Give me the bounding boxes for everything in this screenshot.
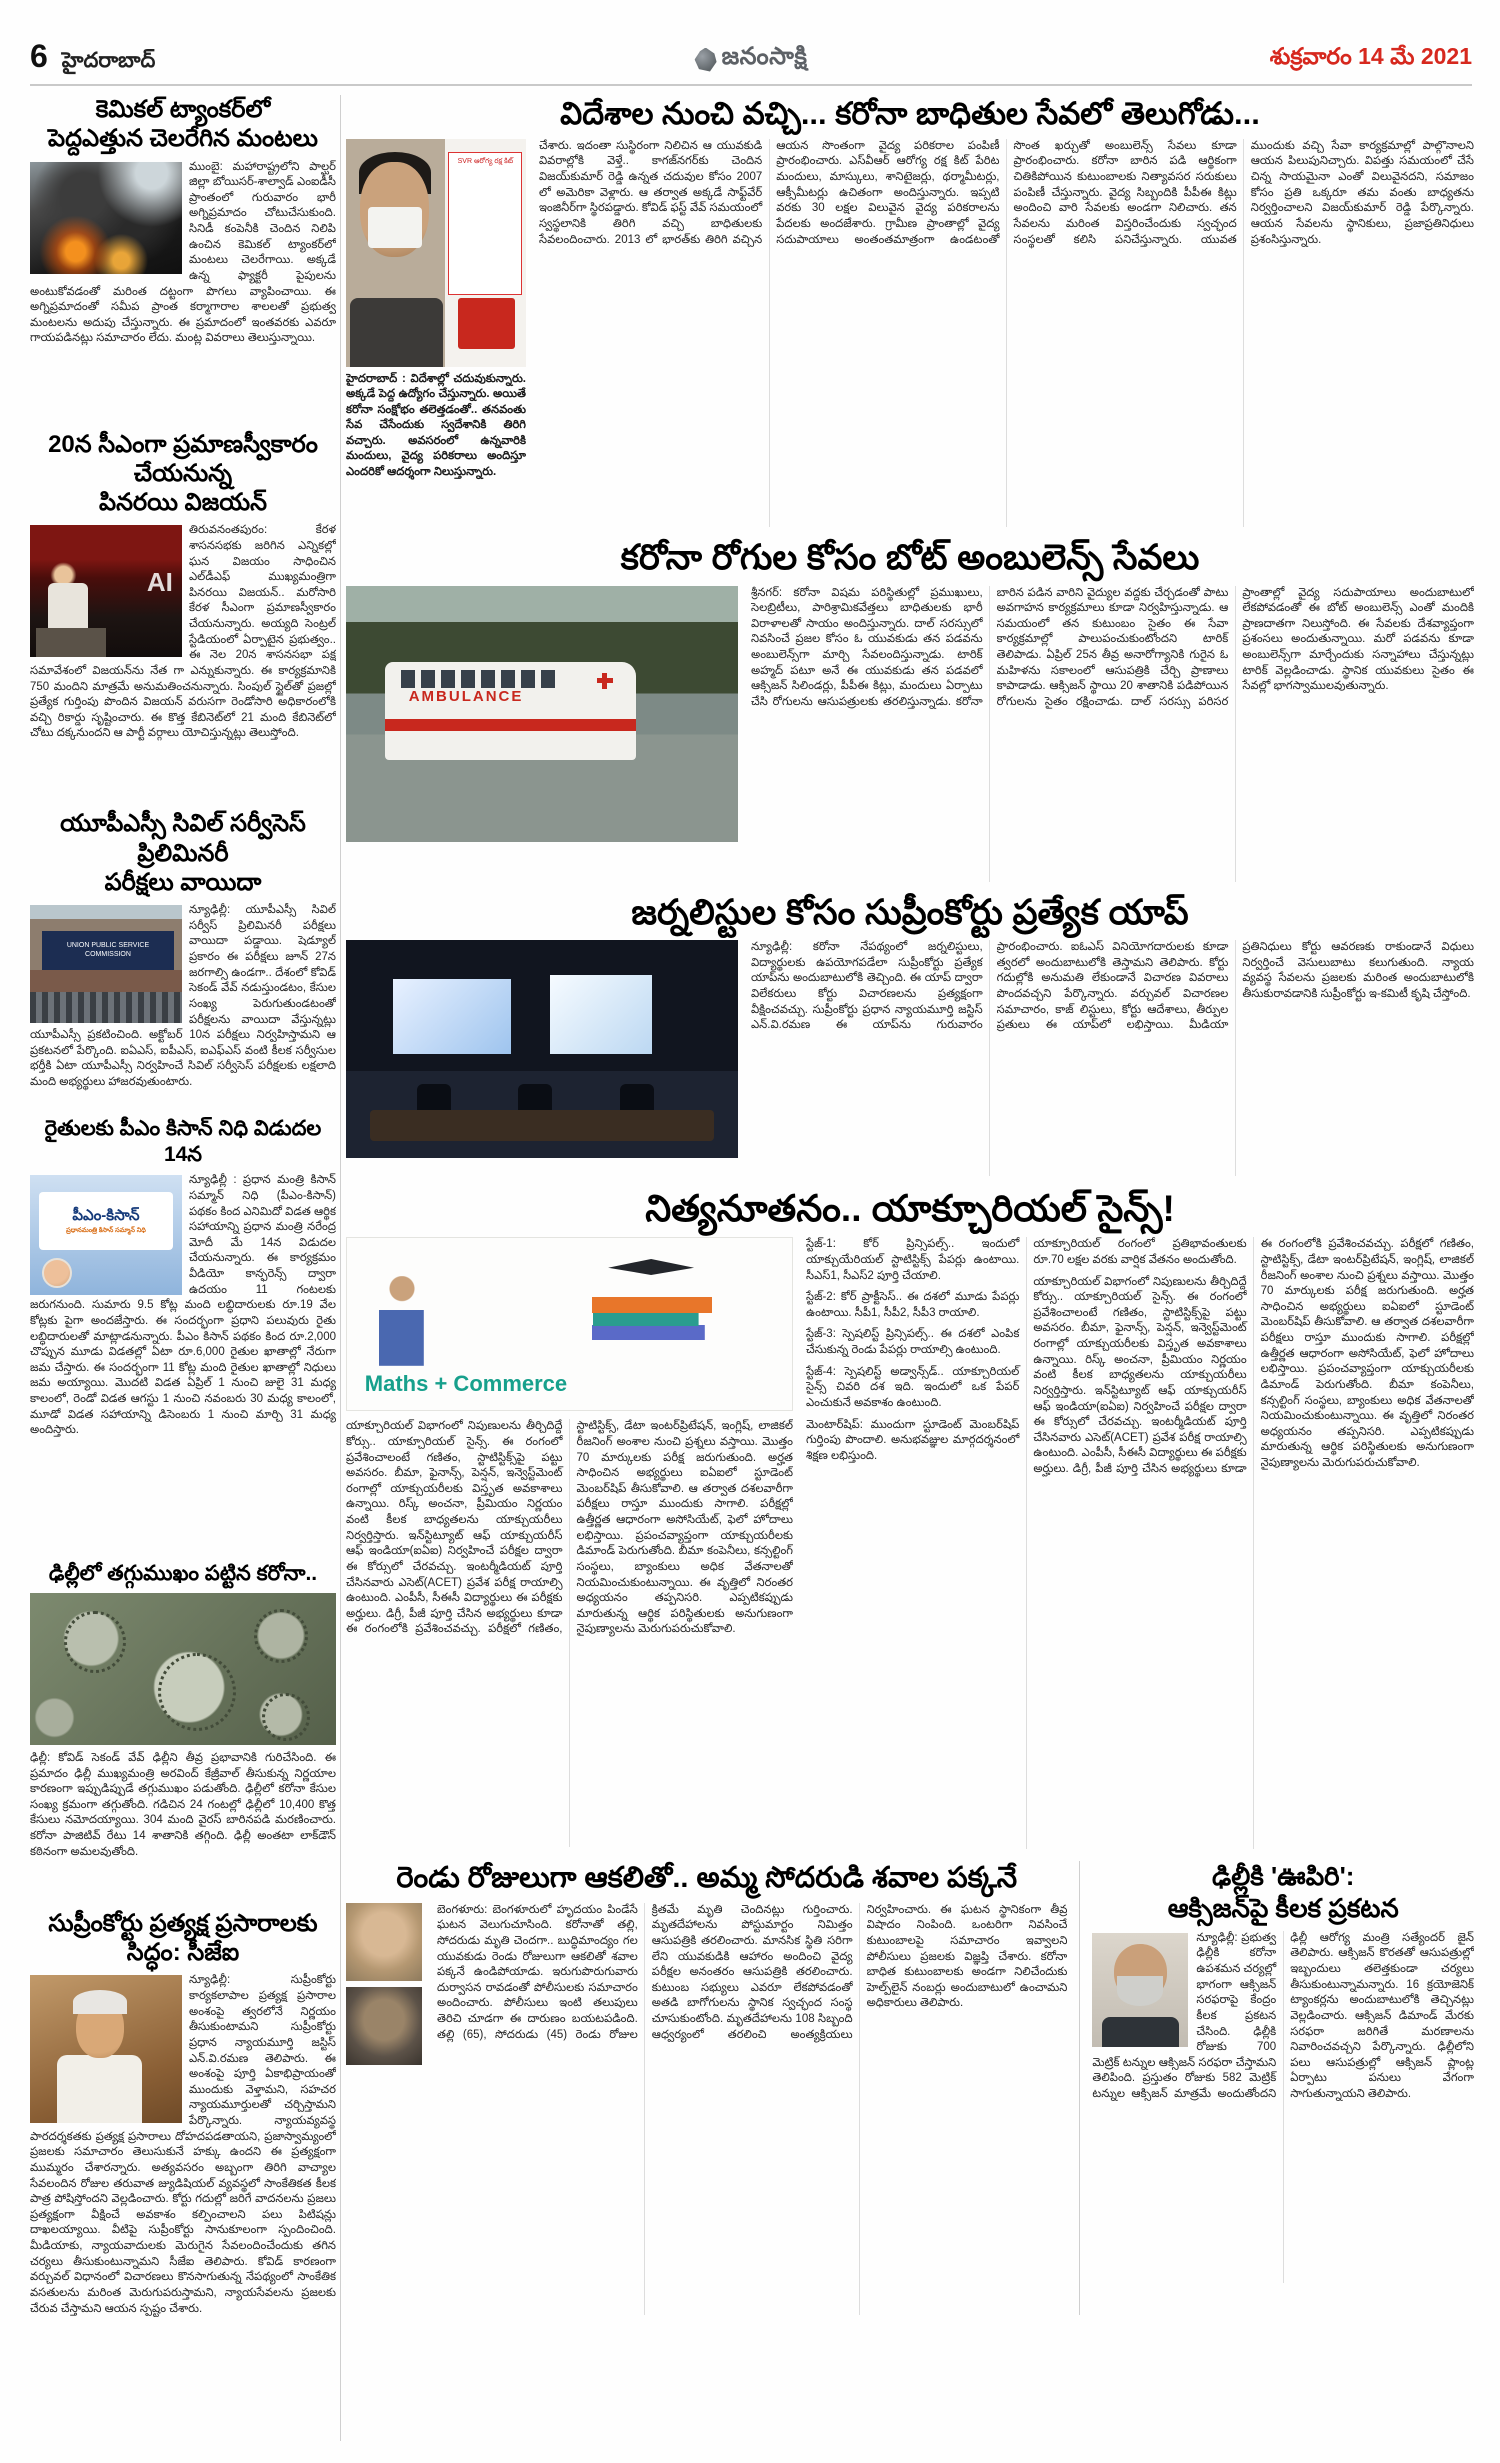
face-mask-shape <box>368 207 422 248</box>
article-vijayan <box>30 430 336 802</box>
chemical-headline: కెమికల్ ట్యాంకర్‌లో పెద్దఎత్తున చెలరేగిన మంటలు <box>48 96 318 153</box>
virus-particle <box>262 1693 310 1741</box>
nri-torso-shape <box>350 298 444 366</box>
maths-commerce-illustration <box>346 1237 793 1411</box>
boat-red-stripe <box>385 719 636 732</box>
masthead-title: జనంసాక్షి <box>721 43 808 70</box>
cji-hair-shape <box>73 1990 128 2014</box>
ambulance-label: AMBULANCE <box>408 687 524 705</box>
vijayan-photo <box>30 525 182 657</box>
victim-photos <box>346 1903 424 2315</box>
left-column <box>30 95 336 2463</box>
actuarial-stage: స్టేజ్-2: కోర్ ప్రాక్టీసెస్.. ఈ దశలో మూడు పేపర్లు ఉంటాయి. సీపీ1, సీపీ2, సీపీ3 రాయాలి. <box>806 1291 1020 1319</box>
page-number: 6 <box>30 38 48 74</box>
minister-beard-shape <box>1117 1976 1163 2006</box>
nri-body: చేశారు. ఇదంతా సుస్థిరంగా నిలిచిన ఆ యువకుడి వివరాల్లోకి వెళ్తే.. కాగజ్‌నగర్‌కు చెందిన విజయ్‌కుమార్ రెడ్డి ఉన్నత చదువుల కోసం 2007 లో అమెరికా వెళ్లారు. ఆ తర్వాత అక్కడే సాఫ్ట్‌వేర్ ఇంజినీర్‌గా స్థిరపడ్డారు. కోవిడ్ ఫస్ట్ వేవ్ సమయంలో స్వస్థలానికి తిరిగి వచ్చి బాధితులకు సేవలందించారు. 2013 లో భారత్‌కు తిరిగి వచ్చిన ఆయన సొంతంగా వైద్య పరికరాల పంపిణీ ప్రారంభించారు. ఎస్‌వీఆర్ ఆరోగ్య రక్ష కిట్ పేరిట మందులు, మాస్కులు, శానిటైజర్లు, థర్మామీటర్లు, ఆక్సీమీటర్లు ఉచితంగా అందిస్తున్నారు. ఇప్పటి వరకు 30 లక్షల విలువైన వైద్య పరికరాలను పేదలకు అందజేశారు. గ్రామీణ ప్రాంతాల్లో వైద్య సదుపాయాలు అంతంతమాత్రంగా ఉండటంతో సొంత ఖర్చుతో అంబులెన్స్ సేవలు కూడా ప్రారంభించారు. కరోనా బారిన పడి ఆర్థికంగా చితికిపోయిన కుటుంబాలకు నిత్యావసర సరుకులు పంపిణీ చేస్తున్నారు. వైద్య సిబ్బందికి పీపీఈ కిట్లు అందించి వారి సేవలకు అండగా నిలిచారు. తన సేవలను మరింత విస్తరించేందుకు స్వచ్ఛంద సంస్థలతో కలిసి పనిచేస్తున్నారు. యువత ముందుకు వచ్చి సేవా కార్యక్రమాల్లో పాల్గొనాలని ఆయన పిలుపునిచ్చారు. విపత్తు సమయంలో చేసే చిన్న సాయమైనా ఎంతో విలువైనదని, సమాజం కోసం ప్రతి ఒక్కరూ తమ వంతు బాధ్యతను నిర్వర్తించాలని విజయ్‌కుమార్ రెడ్డి పేర్కొన్నారు. ఆయన సేవలను స్థానికులు, ప్రజాప్రతినిధులు ప్రశంసిస్తున్నారు. <box>539 139 1474 246</box>
backdrop-letters: AI <box>146 566 173 597</box>
minister-coat-shape <box>1102 2017 1179 2047</box>
article-cji <box>30 1909 336 2463</box>
red-cross-icon <box>597 673 613 689</box>
upsc-body: న్యూఢిల్లీ: యూపీఎస్సీ సివిల్ సర్వీస్ ప్రిలిమినరీ పరీక్షలు వాయిదా పడ్డాయి. షెడ్యూల్ ప్రకారం ఈ పరీక్షలు జూన్ 27న జరగాల్సి ఉండగా.. దేశంలో కోవిడ్ సెకండ్ వేవ్ నడుస్తుండటం, కేసుల సంఖ్య పెరుగుతుండటంతో పరీక్షలను వాయిదా వేస్తున్నట్లు యూపీఎస్సీ ప్రకటించింది. అక్టోబర్ 10న పరీక్షలు నిర్వహిస్తామని ఆ ప్రకటనలో పేర్కొంది. ఐఏఎస్, ఐపీఎస్, ఐఎఫ్ఎస్ వంటి కీలక సర్వీసుల భర్తీకి ఏటా యూపీఎస్సీ నిర్వహించే సివిల్ సర్వీసెస్ పరీక్షలకు లక్షలాది మంది అభ్యర్థులు హాజరవుతుంటారు. <box>30 904 336 1088</box>
screen-shape <box>393 979 511 1053</box>
article-pmkisan <box>30 1116 336 1553</box>
upsc-sign-board: UNION PUBLIC SERVICE COMMISSION <box>42 931 174 970</box>
actuarial-stage: మెంటార్‌షిప్: ముందుగా స్టూడెంట్ మెంబర్‌షిప్ గుర్తింపు పొందాలి. అనుభవజ్ఞుల మార్గదర్శనంలో శిక్షణ లభిస్తుంది. <box>806 1418 1020 1462</box>
cji-body: న్యూఢిల్లీ: సుప్రీంకోర్టు కార్యకలాపాల ప్రత్యక్ష ప్రసారాల అంశంపై త్వరలోనే నిర్ణయం తీసుకుంటామని సుప్రీంకోర్టు ప్రధాన న్యాయమూర్తి జస్టిస్ ఎన్.వి.రమణ తెలిపారు. ఈ అంశంపై పూర్తి ఏకాభిప్రాయంతో ముందుకు వెళ్తామని, సహచర న్యాయమూర్తులతో చర్చిస్తామని పేర్కొన్నారు. న్యాయవ్యవస్థ పారదర్శకతకు ప్రత్యక్ష ప్రసారాలు దోహదపడతాయని, ప్రజాస్వామ్యంలో ప్రజలకు సమాచారం తెలుసుకునే హక్కు ఉందని ఈ ప్రత్యక్షంగా ముమ్మరం చేశారన్నారు. అత్యవసరం అబ్బంగా తిరిగి వాచ్యాల సేవలందిన రోజుల తరువాత జ్యుడిషియల్ వ్యవస్థలో సాంకేతికత కీలక పాత్ర పోషిస్తోందని వెల్లడించారు. కోర్టు గదుల్లో జరిగే వాదనలను ప్రజలు ప్రత్యక్షంగా వీక్షించే అవకాశం కల్పించాలని పలు పిటిషన్లు దాఖలయ్యాయి. వీటిపై సుప్రీంకోర్టు సానుకూలంగా స్పందించింది. మీడియాకు, న్యాయవాదులకు మెరుగైన సేవలందించేందుకు తగిన చర్యలు తీసుకుంటున్నామని సీజేఐ తెలిపారు. కోవిడ్ కారణంగా వర్చువల్ విధానంలో విచారణలు కొనసాగుతున్న నేపథ్యంలో సాంకేతిక వసతులను మరింత మెరుగుపరుస్తామని, న్యాయసేవలను ప్రజలకు చేరువ చేస్తామని ఆయన స్పష్టం చేశారు. <box>30 1974 336 2315</box>
oxygen-headline: ఢిల్లీకి 'ఊపిరి': ఆక్సిజన్‌పై కీలక ప్రకటన <box>1167 1861 1399 1924</box>
edition-label: హైదరాబాద్ <box>61 49 156 72</box>
actuarial-stage: స్టేజ్-4: స్పెషలిస్ట్ అడ్వాన్స్‌డ్.. యాక్చూరియల్ సైన్స్ చివరి దశ ఇది. ఇందులో ఒక పేపర్ ఎంచుకునే అవకాశం ఉంటుంది. <box>806 1365 1020 1409</box>
issue-date: శుక్రవారం 14 మే 2021 <box>1269 43 1472 69</box>
actuarial-body-left: యాక్చూరియల్ విభాగంలో నిపుణులను తీర్చిదిద్దే కోర్సు.. యాక్చూరియల్ సైన్స్. ఈ రంగంలో ప్రవేశించాలంటే గణితం, స్టాటిస్టిక్స్‌పై పట్టు అవసరం. బీమా, ఫైనాన్స్, పెన్షన్, ఇన్వెస్ట్‌మెంట్ రంగాల్లో యాక్చుయరీలకు విస్తృత అవకాశాలు ఉన్నాయి. రిస్క్ అంచనా, ప్రీమియం నిర్ణయం వంటి కీలక బాధ్యతలను యాక్చుయరీలు నిర్వర్తిస్తారు. ఇన్‌స్టిట్యూట్ ఆఫ్ యాక్చుయరీస్ ఆఫ్ ఇండియా(ఐఏఐ) నిర్వహించే పరీక్షల ద్వారా ఈ కోర్సులో చేరవచ్చు. ఇంటర్మీడియట్ పూర్తి చేసినవారు ఎసెట్(ACET) ప్రవేశ పరీక్ష రాయాల్సి ఉంటుంది. ఎంపీసీ, సీఈసీ విద్యార్థులు ఈ పరీక్షకు అర్హులు. డిగ్రీ, పీజీ పూర్తి చేసిన అభ్యర్థులు కూడా ఈ రంగంలోకి ప్రవేశించవచ్చు. పరీక్షలో గణితం, స్టాటిస్టిక్స్, డేటా ఇంటర్‌ప్రిటేషన్, ఇంగ్లిష్, లాజికల్ రీజనింగ్ అంశాల నుంచి ప్రశ్నలు వస్తాయి. మొత్తం 70 మార్కులకు పరీక్ష జరుగుతుంది. అర్హత సాధించిన అభ్యర్థులు ఐఏఐలో స్టూడెంట్ మెంబర్‌షిప్ తీసుకోవాలి. ఆ తర్వాత దశలవారీగా పరీక్షలు రాస్తూ ముందుకు సాగాలి. పరీక్షల్లో ఉత్తీర్ణత ఆధారంగా అసోసియేట్, ఫెలో హోదాలు లభిస్తాయి. ప్రపంచవ్యాప్తంగా యాక్చుయరీలకు డిమాండ్ పెరుగుతోంది. బీమా కంపెనీలు, కన్సల్టింగ్ సంస్థలు, బ్యాంకులు అధిక వేతనాలతో నియమించుకుంటున్నాయి. ఈ వృత్తిలో నిరంతర అధ్యయనం తప్పనిసరి. ఎప్పటికప్పుడు మారుతున్న ఆర్థిక పరిస్థితులకు అనుగుణంగా నైపుణ్యాలను మెరుగుపరుచుకోవాలి. <box>346 1420 793 1636</box>
column-divider-left <box>340 95 341 2441</box>
article-delhi-corona <box>30 1561 336 1901</box>
boat-headline: కరోనా రోగుల కోసం బోట్ అంబులెన్స్ సేవలు <box>620 537 1200 577</box>
boat-body: శ్రీనగర్: కరోనా విషమ పరిస్థితుల్లో ప్రముఖులు, సెలబ్రిటీలు, పారిశ్రామికవేత్తలు బాధితులకు భారీ విరాళాలతో సాయం అందిస్తున్నారు. దాల్ సరస్సులో నివసించే ప్రజల కోసం ఓ యువకుడు తన పడవను అంబులెన్స్‌గా మార్చి సేవలందిస్తున్నాడు. టారిక్ అహ్మద్ పటూ అనే ఈ యువకుడు తన పడవలో ఆక్సిజన్ సిలిండర్లు, పీపీఈ కిట్లు, మందులు ఏర్పాటు చేసి రోగులను ఆసుపత్రులకు తరలిస్తున్నాడు. కరోనా బారిన పడిన వారిని వైద్యుల వద్దకు చేర్చడంతో పాటు అవగాహన కార్యక్రమాలు కూడా నిర్వహిస్తున్నాడు. ఆ సమయంలో తన కుటుంబం సైతం ఈ సేవా కార్యక్రమాల్లో పాలుపంచుకుంటోందని టారిక్ తెలిపాడు. ఏప్రిల్ 25న తీవ్ర అనారోగ్యానికి గురైన ఓ మహిళను సకాలంలో ఆసుపత్రికి చేర్చి ప్రాణాలు కాపాడాడు. ఆక్సిజన్ స్థాయి 20 శాతానికి పడిపోయిన రోగులను సైతం రక్షించాడు. దాల్ సరస్సు పరిసర ప్రాంతాల్లో వైద్య సదుపాయాలు అందుబాటులో లేకపోవడంతో ఈ బోట్ అంబులెన్స్ ఎంతో మందికి ప్రాణదాతగా నిలుస్తోంది. ఈ సేవలకు దేశవ్యాప్తంగా ప్రశంసలు అందుతున్నాయి. మరో పడవను కూడా అంబులెన్స్‌గా మార్చేందుకు సన్నాహాలు చేస్తున్నట్లు టారిక్ వెల్లడించాడు. స్థానిక యువకులు సైతం ఈ సేవల్లో భాగస్వాములవుతున్నారు. <box>751 586 1474 708</box>
article-nri-service <box>346 95 1474 527</box>
modi-portrait <box>42 1258 72 1288</box>
hungry-body: బెంగళూరు: బెంగళూరులో హృదయం పిండేసే ఘటన వెలుగుచూసింది. కరోనాతో తల్లి, సోదరుడు మృతి చెందగా.. బుద్ధిమాంద్యం గల యువకుడు రెండు రోజులుగా ఆకలితో శవాల పక్కనే ఉండిపోయాడు. ఇరుగుపొరుగువారు దుర్వాసన రావడంతో పోలీసులకు సమాచారం అందించారు. పోలీసులు ఇంటి తలుపులు తెరిచి చూడగా ఈ దారుణం బయటపడింది. తల్లి (65), సోదరుడు (45) రెండు రోజుల క్రితమే మృతి చెందినట్లు గుర్తించారు. మృతదేహాలను పోస్టుమార్టం నిమిత్తం ఆసుపత్రికి తరలించారు. మానసిక స్థితి సరిగా లేని యువకుడికి ఆహారం అందించి వైద్య పరీక్షల అనంతరం ఆసుపత్రికి తరలించారు. కుటుంబ సభ్యులు ఎవరూ లేకపోవడంతో అతడి బాగోగులను స్థానిక స్వచ్ఛంద సంస్థ చూసుకుంటోంది. మృతదేహాలను 108 సిబ్బంది ఆధ్వర్యంలో తరలించి అంత్యక్రియలు నిర్వహించారు. ఈ ఘటన స్థానికంగా తీవ్ర విషాదం నింపింది. ఒంటరిగా నివసించే కుటుంబాలపై సమాచారం ఇవ్వాలని పోలీసులు ప్రజలకు విజ్ఞప్తి చేశారు. కరోనా బాధిత కుటుంబాలకు అండగా నిలిచేందుకు హెల్ప్‌లైన్ నంబర్లు అందుబాటులో ఉంచామని అధికారులు తెలిపారు. <box>437 1903 1068 2041</box>
hungry-headline: రెండు రోజులుగా ఆకలితో.. అమ్మ సోదరుడి శవాల పక్కనే <box>396 1862 1018 1895</box>
actuarial-stage: స్టేజ్-1: కోర్ ప్రిన్సిపల్స్.. ఇందులో యాక్చుయేరియల్ స్టాటిస్టిక్స్ పేపర్లు ఉంటాయి. సీఎస్1, సీఎస్2 పూర్తి చేయాలి. <box>806 1238 1020 1282</box>
header-left <box>30 38 155 78</box>
actuarial-body-right <box>806 1237 1474 1849</box>
actuarial-left-block <box>346 1237 793 1849</box>
minister-photo <box>1092 1933 1188 2047</box>
article-actuarial <box>346 1186 1474 1849</box>
chemical-body: ముంబై: మహారాష్ట్రలోని పాల్ఘర్ జిల్లా బోయిసర్-శాల్వాడ్ ఎంఐడీసీ ప్రాంతంలో గురువారం భారీ అగ్నిప్రమాదం చోటుచేసుకుంది. సినిడీ కంపెనీకి చెందిన నిలిపి ఉంచిన కెమికల్ ట్యాంకర్‌లో మంటలు చెలరేగాయి. అక్కడే ఉన్న ఫ్యాక్టరీ పైపులను అంటుకోవడంతో మరింత దట్టంగా పొగలు వ్యాపించాయి. ఈ అగ్నిప్రమాదంతో సమీప ప్రాంత కర్మాగారాల శాలలతో ప్రభుత్వ మంటలను అదుపు చేస్తున్నారు. ఈ ప్రమాదంలో ఇంతవరకు ఎవరూ గాయపడినట్లు సమాచారం లేదు. మంట్ల వివరాలు తెలుస్తున్నాయి. <box>30 160 336 345</box>
screen-shape <box>550 975 652 1053</box>
boat-ambulance-image <box>346 586 738 842</box>
nri-photo <box>346 139 526 367</box>
fire-smoke-image <box>30 162 182 274</box>
bottom-row <box>346 1861 1474 2322</box>
actuarial-stage: యాక్చూరియల్ రంగంలో ప్రతిభావంతులకు రూ.70 లక్షల వరకు వార్షిక వేతనం అందుతోంది. <box>1033 1238 1247 1266</box>
pmkisan-banner-image <box>30 1175 182 1295</box>
page-header <box>30 40 1472 86</box>
actuarial-stage: స్టేజ్-3: స్పెషలిస్ట్ ప్రిన్సిపల్స్.. ఈ దశలో ఎంపిక చేసుకున్న రెండు పేపర్లు రాయాల్సి ఉంటుంది. <box>806 1328 1020 1357</box>
table-shape <box>370 1110 715 1141</box>
delhi-corona-body: ఢిల్లీ: కోవిడ్ సెకండ్ వేవ్ ఢిల్లీని తీవ్ర ప్రభావానికి గురిచేసింది. ఈ ప్రమాదం ఢిల్లీ ముఖ్యమంత్రి అరవింద్ కేజ్రీవాల్ తీసుకున్న నిర్ణయాల కారణంగా ఇప్పుడిప్పుడే తగ్గుముఖం పడుతోంది. ఢిల్లీలో కరోనా కేసుల సంఖ్య క్రమంగా తగ్గుతోంది. గడిచిన 24 గంటల్లో ఢిల్లీలో 10,400 కొత్త కేసులు నమోదయ్యాయి. 304 మంది వైరస్ బారినపడి మరణించారు. కరోనా పాజిటివ్ రేటు 14 శాతానికి తగ్గింది. ఢిల్లీ అంతటా లాక్‌డౌన్ కఠినంగా అమలవుతోంది. <box>30 1751 336 1858</box>
upsc-building-image <box>30 905 182 1023</box>
main-column <box>346 95 1474 2323</box>
chair-shape <box>518 1084 552 1110</box>
masthead-logo <box>695 43 808 76</box>
actuarial-extra: యాక్చూరియల్ విభాగంలో నిపుణులను తీర్చిదిద్దే కోర్సు.. యాక్చూరియల్ సైన్స్. ఈ రంగంలో ప్రవేశించాలంటే గణితం, స్టాటిస్టిక్స్‌పై పట్టు అవసరం. బీమా, ఫైనాన్స్, పెన్షన్, ఇన్వెస్ట్‌మెంట్ రంగాల్లో యాక్చుయరీలకు విస్తృత అవకాశాలు ఉన్నాయి. రిస్క్ అంచనా, ప్రీమియం నిర్ణయం వంటి కీలక బాధ్యతలను యాక్చుయరీలు నిర్వర్తిస్తారు. ఇన్‌స్టిట్యూట్ ఆఫ్ యాక్చుయరీస్ ఆఫ్ ఇండియా(ఐఏఐ) నిర్వహించే పరీక్షల ద్వారా ఈ కోర్సులో చేరవచ్చు. ఇంటర్మీడియట్ పూర్తి చేసినవారు ఎసెట్(ACET) ప్రవేశ పరీక్ష రాయాల్సి ఉంటుంది. ఎంపీసీ, సీఈసీ విద్యార్థులు ఈ పరీక్షకు అర్హులు. డిగ్రీ, పీజీ పూర్తి చేసిన అభ్యర్థులు కూడా ఈ రంగంలోకి ప్రవేశించవచ్చు. పరీక్షలో గణితం, స్టాటిస్టిక్స్, డేటా ఇంటర్‌ప్రిటేషన్, ఇంగ్లిష్, లాజికల్ రీజనింగ్ అంశాల నుంచి ప్రశ్నలు వస్తాయి. మొత్తం 70 మార్కులకు పరీక్ష జరుగుతుంది. అర్హత సాధించిన అభ్యర్థులు ఐఏఐలో స్టూడెంట్ మెంబర్‌షిప్ తీసుకోవాలి. ఆ తర్వాత దశలవారీగా పరీక్షలు రాస్తూ ముందుకు సాగాలి. పరీక్షల్లో ఉత్తీర్ణత ఆధారంగా అసోసియేట్, ఫెలో హోదాలు లభిస్తాయి. ప్రపంచవ్యాప్తంగా యాక్చుయరీలకు డిమాండ్ పెరుగుతోంది. బీమా కంపెనీలు, కన్సల్టింగ్ సంస్థలు, బ్యాంకులు అధిక వేతనాలతో నియమించుకుంటున్నాయి. ఈ వృత్తిలో నిరంతర అధ్యయనం తప్పనిసరి. ఎప్పటికప్పుడు మారుతున్న ఆర్థిక పరిస్థితులకు అనుగుణంగా నైపుణ్యాలను మెరుగుపరుచుకోవాలి. <box>1033 1238 1474 1476</box>
virus-particle <box>64 1611 126 1673</box>
masthead-icon <box>695 48 717 72</box>
article-sc-app <box>346 892 1474 1177</box>
svr-kit-box <box>458 298 516 348</box>
nri-headline: విదేశాల నుంచి వచ్చి... కరోనా బాధితుల సేవలో తెలుగోడు... <box>560 96 1260 131</box>
article-chemical-tanker <box>30 95 336 422</box>
svr-kit-poster: SVR ఆరోగ్య రక్ష కిట్ <box>448 152 522 295</box>
app-headline: జర్నలిస్టుల కోసం సుప్రీంకోర్టు ప్రత్యేక యాప్ <box>631 892 1189 932</box>
cji-shirt-shape <box>57 2055 142 2123</box>
delhi-corona-headline: ఢిల్లీలో తగ్గుముఖం పట్టిన కరోనా.. <box>48 1562 318 1586</box>
maths-commerce-label: Maths + Commerce <box>364 1370 568 1396</box>
vijayan-headline: 20న సీఎంగా ప్రమాణస్వీకారం చేయనున్న పినరయి విజయన్ <box>48 430 318 517</box>
virus-particle <box>254 1609 308 1663</box>
nri-photo-block <box>346 139 526 527</box>
coronavirus-image <box>30 1593 336 1745</box>
victim-photo-1 <box>346 1903 422 1981</box>
student-figure <box>374 1276 430 1366</box>
upsc-headline: యూపీఎస్సీ సివిల్ సర్వీసెస్ ప్రిలిమినరీ పరీక్షలు వాయిదా <box>60 810 306 896</box>
pmkisan-body: న్యూఢిల్లీ : ప్రధాన మంత్రి కిసాన్ సమ్మాన్ నిధి (పీఎం-కిసాన్) పథకం కింద ఎనిమిదో విడత ఆర్థిక సహాయాన్ని ప్రధాన మంత్రి నరేంద్ర మోదీ మే 14న విడుదల చేయనున్నారు. ఈ కార్యక్రమం వీడియో కాన్ఫరెన్స్ ద్వారా ఉదయం 11 గంటలకు జరుగనుంది. సుమారు 9.5 కోట్ల మంది లబ్ధిదారులకు రూ.19 వేల కోట్లకు పైగా అందజేస్తారు. ఈ సందర్భంగా ప్రధాని పలువురు రైతు లబ్ధిదారులతో మాట్లాడనున్నారు. పీఎం కిసాన్ పథకం కింద రూ.2,000 చొప్పున మూడు విడతల్లో ఏటా రూ.6,000 రైతుల ఖాతాల్లో నేరుగా జమ చేస్తారు. ఈ సందర్భంగా 11 కోట్ల మంది రైతుల ఖాతాల్లో నిధులు జమ అయ్యాయి. మొదటి విడత ఏప్రిల్ 1 నుంచి జులై 31 మధ్య కాలంలో, రెండో విడత ఆగస్టు 1 నుంచి నవంబరు 30 మధ్య కాలంలో, మూడో విడత సహాయాన్ని డిసెంబరు 1 నుంచి మార్చి 31 మధ్య అందిస్తారు. <box>30 1174 336 1437</box>
chair-shape <box>620 1084 654 1110</box>
victim-photo-2 <box>346 1987 422 2065</box>
article-hungry <box>346 1861 1067 2314</box>
app-body: న్యూఢిల్లీ: కరోనా నేపథ్యంలో జర్నలిస్టులు, విద్యార్థులకు ఉపయోగపడేలా సుప్రీంకోర్టు ప్రత్యేక యాప్‌ను అందుబాటులోకి తెచ్చింది. ఈ యాప్ ద్వారా విలేకరులు కోర్టు విచారణలను ప్రత్యక్షంగా వీక్షించవచ్చు. సుప్రీంకోర్టు ప్రధాన న్యాయమూర్తి జస్టిస్ ఎన్.వి.రమణ ఈ యాప్‌ను గురువారం ప్రారంభించారు. ఐఓఎస్ వినియోగదారులకు కూడా త్వరలో అందుబాటులోకి తెస్తామని తెలిపారు. కోర్టు గదుల్లోకి అనుమతి లేకుండానే విచారణ వివరాలు పొందవచ్చని పేర్కొన్నారు. వర్చువల్ విచారణల సమాచారం, కాజ్ లిస్టులు, కోర్టు ఆదేశాలు, తీర్పుల ప్రతులు ఈ యాప్‌లో లభిస్తాయి. మీడియా ప్రతినిధులు కోర్టు ఆవరణకు రాకుండానే విధులు నిర్వర్తించే వెసులుబాటు కలుగుతుంది. న్యాయ వ్యవస్థ సేవలను ప్రజలకు మరింత అందుబాటులోకి తీసుకురావడానికి సుప్రీంకోర్టు ఇ-కమిటీ కృషి చేస్తోంది. <box>751 941 1474 1032</box>
nri-lede: హైదరాబాద్ : విదేశాల్లో చదువుకున్నారు. అక్కడే పెద్ద ఉద్యోగం చేస్తున్నారు. అయితే కరోనా సంక్షోభం తలెత్తడంతో.. తనవంతు సేవ చేసేందుకు స్వదేశానికి తిరిగి వచ్చారు. అవసరంలో ఉన్నవారికి మందులు, వైద్య పరికరాలు అందిస్తూ ఎందరికో ఆదర్శంగా నిలుస్తున్నారు. <box>346 372 526 478</box>
virus-particle <box>158 1653 236 1731</box>
actuarial-headline: నిత్యనూతనం.. యాక్చూరియల్ సైన్స్! <box>645 1188 1175 1230</box>
article-oxygen <box>1079 1861 1474 2314</box>
books-stack <box>592 1297 712 1351</box>
boat-windows <box>401 670 558 688</box>
pmkisan-headline: రైతులకు పీఎం కిసాన్ నిధి విడుదల 14న <box>44 1117 322 1166</box>
article-upsc <box>30 809 336 1108</box>
pmkisan-banner-subtitle: ప్రధానమంత్రి కిసాన్ సమ్మాన్ నిధి <box>66 1226 146 1234</box>
article-boat-ambulance <box>346 537 1474 882</box>
pmkisan-banner-band <box>39 1192 173 1250</box>
podium-shape <box>36 628 106 657</box>
oxygen-body: న్యూఢిల్లీ: ప్రభుత్వ ఢిల్లీకి కరోనా ఉపశమన చర్యల్లో భాగంగా ఆక్సిజన్ సరఫరాపై కేంద్రం కీలక ప్రకటన చేసింది. ఢిల్లీకి రోజుకు 700 మెట్రిక్ టన్నుల ఆక్సిజన్ సరఫరా చేస్తామని తెలిపింది. ప్రస్తుతం రోజుకు 582 మెట్రిక్ టన్నుల ఆక్సిజన్ మాత్రమే అందుతోందని ఢిల్లీ ఆరోగ్య మంత్రి సత్యేందర్ జైన్ తెలిపారు. ఆక్సిజన్ కొరతతో ఆసుపత్రుల్లో ఇబ్బందులు తలెత్తకుండా చర్యలు తీసుకుంటున్నామన్నారు. 16 క్రయోజెనిక్ ట్యాంకర్లను అందుబాటులోకి తెచ్చినట్లు వెల్లడించారు. ఆక్సిజన్ డిమాండ్ మేరకు సరఫరా జరిగితే మరణాలను నివారించవచ్చని పేర్కొన్నారు. ఢిల్లీలోని పలు ఆసుపత్రుల్లో ఆక్సిజన్ ప్లాంట్ల ఏర్పాటు పనులు వేగంగా సాగుతున్నాయని తెలిపారు. <box>1092 1931 1474 2100</box>
pmkisan-banner-title: పీఎం-కిసాన్ <box>72 1207 140 1225</box>
cji-photo <box>30 1975 182 2123</box>
oxygen-body-wrap <box>1092 1931 1474 2283</box>
graduation-cap-icon <box>608 1259 694 1275</box>
cji-headline: సుప్రీంకోర్టు ప్రత్యక్ష ప్రసారాలకు సిద్ధం: సీజేఐ <box>48 1909 318 1967</box>
conference-room-image <box>346 940 738 1158</box>
vijayan-body: తిరువనంతపురం: కేరళ శాసనసభకు జరిగిన ఎన్నికల్లో ఘన విజయం సాధించిన ఎల్‌డీఎఫ్ ముఖ్యమంత్రిగా పినరయి విజయన్.. మరోసారి కేరళ సీఎంగా ప్రమాణస్వీకారం చేయనున్నారు. అయ్యది సెంట్రల్ స్టేడియంలో ఏర్పాటైన ప్రభుత్వం.. ఈ నెల 20న శాసనసభా పక్ష సమావేశంలో విజయన్‌ను నేత గా ఎన్నుకున్నారు. ఈ కార్యక్రమానికి 750 మందిని మాత్రమే అనుమతించనున్నారు. సింపుల్ స్టైల్‌తో ప్రజల్లో ప్రత్యేక గుర్తింపు పొందిన విజయన్ వరుసగా రెండోసారి అధికారంలోకి వచ్చి రికార్డు సృష్టించారు. ఈ కొత్త కేబినెట్‌లో 21 మంది కేబినెట్‌లో చోటు దక్కనుందని ఆ పార్టీ వర్గాలు యోచిస్తున్నట్లు తెలుస్తోంది. <box>30 524 336 740</box>
chair-shape <box>417 1084 451 1110</box>
building-fence <box>30 992 182 1023</box>
